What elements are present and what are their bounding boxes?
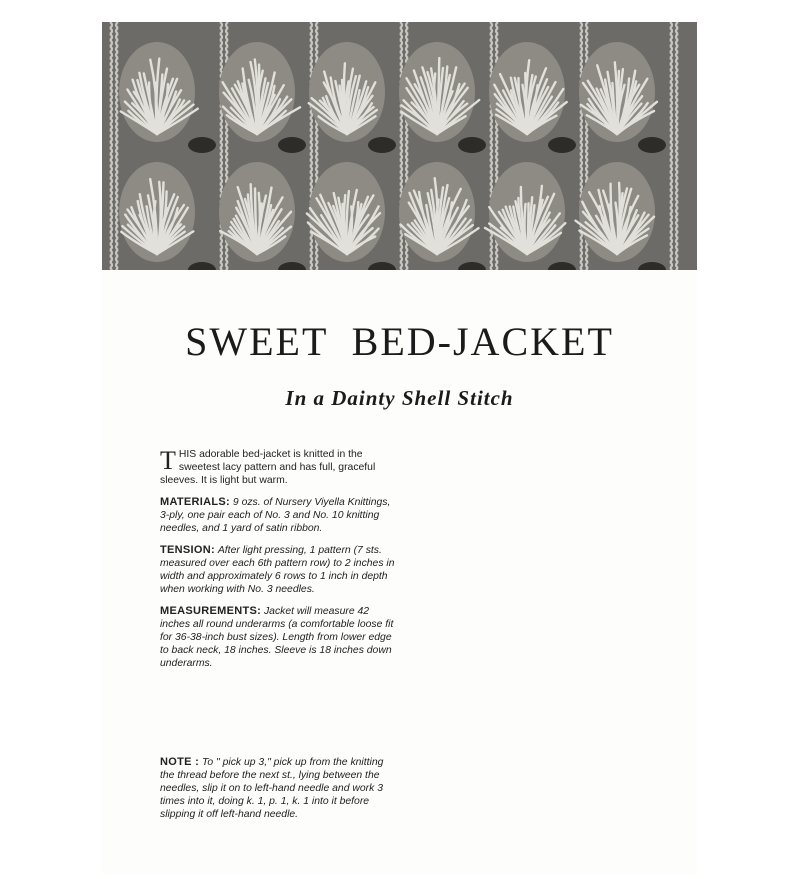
rib-stitch [670, 238, 678, 244]
rib-stitch [580, 250, 588, 256]
rib-stitch [670, 172, 678, 178]
rib-stitch [310, 130, 318, 136]
rib-stitch [220, 244, 228, 250]
rib-stitch [110, 58, 118, 64]
rib-stitch [490, 172, 498, 178]
rib-stitch [670, 118, 678, 124]
rib-stitch [400, 268, 408, 270]
note-text: To " pick up 3," pick up from the knitting the thread before the next st., lying between the needles, slip it on to left-hand needle and work 3 times into it, doing k. 1, p. 1, k. 1 into it before slipping it off left-hand needle. [160, 757, 384, 820]
rib-stitch [670, 46, 678, 52]
note-paragraph [160, 756, 396, 821]
eyelet-hole [278, 137, 306, 153]
rib-stitch [110, 214, 118, 220]
rib-stitch [580, 46, 588, 52]
rib-stitch [220, 46, 228, 52]
intro-text: HIS adorable bed-jacket is knitted in the sweetest lacy pattern and has full, graceful sleeves. It is light but warm. [160, 449, 376, 486]
rib-stitch [400, 148, 408, 154]
shell-stitch-pattern-image [102, 22, 697, 270]
rib-stitch [490, 250, 498, 256]
rib-stitch [310, 256, 318, 262]
rib-stitch [110, 34, 118, 40]
eyelet-hole [368, 137, 396, 153]
rib-stitch [670, 88, 678, 94]
rib-stitch [310, 154, 318, 160]
rib-stitch [670, 94, 678, 100]
rib-stitch [310, 160, 318, 166]
rib-stitch [220, 34, 228, 40]
rib-stitch [580, 148, 588, 154]
rib-stitch [110, 82, 118, 88]
rib-stitch [110, 100, 118, 106]
tension-label: TENSION: [160, 544, 215, 556]
rib-stitch [670, 268, 678, 270]
rib-stitch [670, 76, 678, 82]
rib-stitch [490, 22, 498, 28]
rib-stitch [670, 22, 678, 28]
rib-stitch [110, 40, 118, 46]
rib-stitch [220, 40, 228, 46]
note-section [160, 756, 396, 821]
rib-stitch [310, 28, 318, 34]
rib-stitch [110, 256, 118, 262]
eyelet-hole [638, 137, 666, 153]
rib-stitch [110, 190, 118, 196]
rib-stitch [110, 142, 118, 148]
rib-stitch [670, 208, 678, 214]
rib-stitch [670, 34, 678, 40]
rib-stitch [670, 166, 678, 172]
rib-stitch [670, 226, 678, 232]
rib-stitch [670, 250, 678, 256]
rib-stitch [110, 226, 118, 232]
rib-stitch [220, 136, 228, 142]
rib-stitch [110, 64, 118, 70]
rib-stitch [490, 40, 498, 46]
rib-stitch [670, 214, 678, 220]
rib-stitch [110, 244, 118, 250]
measurements-text: Jacket will measure 42 inches all round underarms (a comfortable loose fit for 36-38-inch bust sizes). Length from lower edge to back neck, 18 inches. Sleeve is 18 inches down underarms. [160, 606, 394, 669]
eyelet-hole [188, 262, 216, 270]
rib-stitch [670, 64, 678, 70]
measurements-label: MEASUREMENTS: [160, 605, 262, 617]
eyelet-hole [548, 262, 576, 270]
rib-stitch [580, 172, 588, 178]
rib-stitch [220, 154, 228, 160]
rib-stitch [490, 34, 498, 40]
rib-stitch [670, 190, 678, 196]
rib-stitch [220, 148, 228, 154]
rib-stitch [110, 166, 118, 172]
eyelet-hole [548, 137, 576, 153]
rib-stitch [400, 250, 408, 256]
rib-stitch [110, 118, 118, 124]
rib-stitch [310, 262, 318, 268]
rib-stitch [580, 154, 588, 160]
rib-stitch [490, 52, 498, 58]
rib-stitch [220, 268, 228, 270]
rib-stitch [220, 262, 228, 268]
rib-stitch [310, 136, 318, 142]
rib-stitch [110, 28, 118, 34]
page-title: SWEET BED-JACKET [185, 319, 614, 364]
rib-stitch [400, 166, 408, 172]
rib-stitch [110, 208, 118, 214]
rib-stitch [490, 244, 498, 250]
rib-stitch [110, 46, 118, 52]
rib-stitch [310, 268, 318, 270]
pattern-info-column [160, 448, 396, 679]
rib-stitch [110, 196, 118, 202]
rib-stitch [580, 160, 588, 166]
knitted-swatch-photo [102, 22, 697, 270]
rib-stitch [670, 256, 678, 262]
eyelet-hole [368, 262, 396, 270]
rib-stitch [670, 232, 678, 238]
rib-stitch [310, 142, 318, 148]
intro-paragraph [160, 448, 396, 487]
rib-stitch [310, 250, 318, 256]
rib-stitch [110, 154, 118, 160]
rib-stitch [220, 28, 228, 34]
rib-stitch [110, 250, 118, 256]
rib-stitch [400, 52, 408, 58]
rib-stitch [110, 52, 118, 58]
rib-stitch [490, 166, 498, 172]
rib-stitch [670, 196, 678, 202]
rib-stitch [110, 88, 118, 94]
rib-stitch [400, 40, 408, 46]
rib-stitch [400, 130, 408, 136]
rib-stitch [670, 70, 678, 76]
rib-stitch [670, 262, 678, 268]
rib-stitch [670, 58, 678, 64]
rib-stitch [220, 172, 228, 178]
rib-stitch [220, 52, 228, 58]
rib-stitch [400, 262, 408, 268]
rib-stitch [400, 256, 408, 262]
rib-stitch [670, 130, 678, 136]
rib-stitch [110, 136, 118, 142]
materials-paragraph [160, 496, 396, 535]
rib-stitch [670, 154, 678, 160]
rib-stitch [670, 202, 678, 208]
rib-stitch [110, 124, 118, 130]
eyelet-hole [188, 137, 216, 153]
rib-stitch [490, 142, 498, 148]
rib-stitch [110, 94, 118, 100]
rib-stitch [490, 262, 498, 268]
rib-stitch [110, 178, 118, 184]
rib-stitch [580, 166, 588, 172]
eyelet-hole [458, 137, 486, 153]
rib-stitch [110, 232, 118, 238]
rib-stitch [310, 40, 318, 46]
rib-stitch [110, 202, 118, 208]
rib-stitch [220, 22, 228, 28]
rib-stitch [580, 40, 588, 46]
rib-stitch [220, 250, 228, 256]
rib-stitch [400, 244, 408, 250]
rib-stitch [400, 28, 408, 34]
rib-stitch [670, 142, 678, 148]
rib-stitch [670, 136, 678, 142]
rib-stitch [110, 184, 118, 190]
rib-stitch [580, 256, 588, 262]
rib-stitch [220, 166, 228, 172]
rib-stitch [110, 70, 118, 76]
rib-stitch [670, 244, 678, 250]
rib-stitch [490, 28, 498, 34]
rib-stitch [110, 106, 118, 112]
rib-stitch [670, 82, 678, 88]
rib-stitch [580, 124, 588, 130]
rib-stitch [490, 160, 498, 166]
rib-stitch [220, 124, 228, 130]
rib-stitch [220, 160, 228, 166]
rib-stitch [670, 40, 678, 46]
rib-stitch [310, 52, 318, 58]
rib-stitch [670, 124, 678, 130]
rib-stitch [490, 46, 498, 52]
rib-stitch [400, 22, 408, 28]
rib-stitch [400, 160, 408, 166]
rib-stitch [400, 172, 408, 178]
rib-stitch [220, 142, 228, 148]
rib-stitch [490, 268, 498, 270]
rib-stitch [110, 172, 118, 178]
rib-stitch [400, 136, 408, 142]
rib-stitch [400, 124, 408, 130]
rib-stitch [310, 244, 318, 250]
rib-stitch [490, 148, 498, 154]
rib-stitch [110, 130, 118, 136]
tension-paragraph [160, 544, 396, 596]
rib-stitch [110, 160, 118, 166]
tension-text: After light pressing, 1 pattern (7 sts. measured over each 6th pattern row) to 2 inches in width and approximately 6 rows to 1 inch in depth when working with No. 3 needles. [160, 545, 395, 595]
eyelet-hole [458, 262, 486, 270]
rib-stitch [670, 160, 678, 166]
rib-stitch [670, 112, 678, 118]
rib-stitch [670, 148, 678, 154]
rib-stitch [490, 256, 498, 262]
materials-label: MATERIALS: [160, 496, 231, 508]
rib-stitch [110, 262, 118, 268]
rib-stitch [490, 124, 498, 130]
rib-stitch [110, 148, 118, 154]
rib-stitch [220, 256, 228, 262]
rib-stitch [670, 106, 678, 112]
rib-stitch [400, 46, 408, 52]
rib-stitch [670, 184, 678, 190]
rib-stitch [580, 28, 588, 34]
rib-stitch [310, 34, 318, 40]
rib-stitch [580, 130, 588, 136]
page-subtitle: In a Dainty Shell Stitch [285, 386, 514, 410]
rib-stitch [580, 244, 588, 250]
rib-stitch [310, 46, 318, 52]
rib-stitch [580, 34, 588, 40]
rib-stitch [400, 142, 408, 148]
rib-stitch [670, 100, 678, 106]
rib-stitch [580, 262, 588, 268]
materials-text: 9 ozs. of Nursery Viyella Knittings, 3-ply, one pair each of No. 3 and No. 10 knitting needles, and 1 yard of satin ribbon. [160, 497, 391, 534]
rib-stitch [310, 22, 318, 28]
rib-stitch [580, 136, 588, 142]
eyelet-hole [638, 262, 666, 270]
rib-stitch [110, 112, 118, 118]
rib-stitch [580, 268, 588, 270]
measurements-paragraph [160, 605, 396, 670]
rib-stitch [110, 76, 118, 82]
rib-stitch [310, 148, 318, 154]
drop-cap: T [160, 446, 176, 475]
rib-stitch [580, 142, 588, 148]
rib-stitch [220, 130, 228, 136]
rib-stitch [580, 52, 588, 58]
rib-stitch [490, 154, 498, 160]
rib-stitch [310, 166, 318, 172]
eyelet-hole [278, 262, 306, 270]
rib-stitch [670, 178, 678, 184]
rib-stitch [110, 238, 118, 244]
rib-stitch [490, 130, 498, 136]
rib-stitch [490, 136, 498, 142]
rib-stitch [110, 220, 118, 226]
rib-stitch [110, 22, 118, 28]
rib-stitch [310, 124, 318, 130]
rib-stitch [110, 268, 118, 270]
rib-stitch [400, 154, 408, 160]
rib-stitch [580, 22, 588, 28]
rib-stitch [670, 28, 678, 34]
rib-stitch [400, 34, 408, 40]
rib-stitch [670, 52, 678, 58]
rib-stitch [310, 172, 318, 178]
rib-stitch [670, 220, 678, 226]
note-label: NOTE : [160, 756, 200, 768]
